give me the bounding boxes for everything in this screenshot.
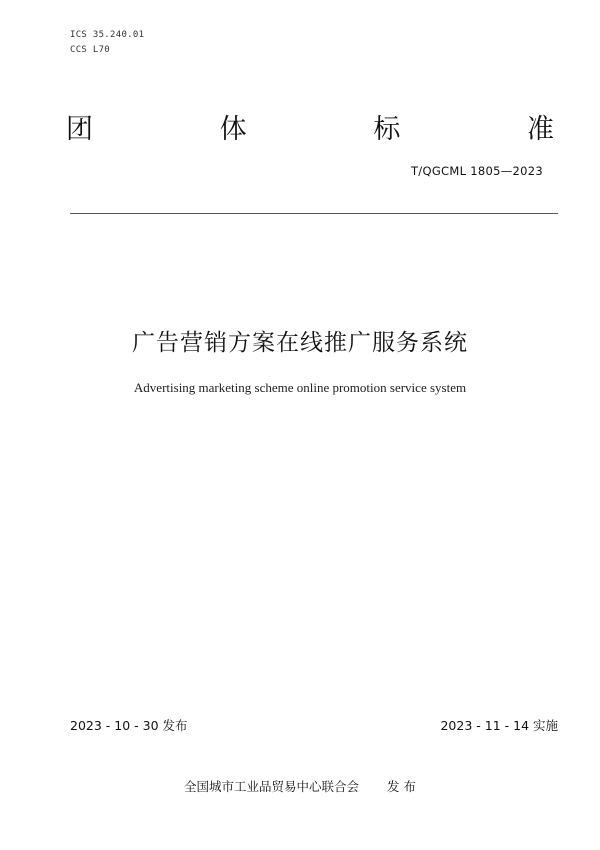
standard-number: T/QGCML 1805—2023 xyxy=(410,164,543,178)
document-title-chinese: 广告营销方案在线推广服务系统 xyxy=(132,330,468,356)
standard-type-char: 标 xyxy=(373,114,401,145)
classification-codes xyxy=(70,28,144,58)
ics-code: ICS 35.240.01 xyxy=(70,30,145,40)
publisher-action: 发 布 xyxy=(387,779,416,794)
implementation-date: 2023 - 11 - 14 实施 xyxy=(440,718,558,733)
header-divider xyxy=(70,213,558,214)
ccs-code: CCS L70 xyxy=(70,45,111,55)
standard-type-heading xyxy=(66,112,554,148)
standard-type-char: 体 xyxy=(219,114,247,145)
publisher-line xyxy=(0,777,600,795)
document-title-english: Advertising marketing scheme online promotion service system xyxy=(133,380,467,395)
standard-type-char: 团 xyxy=(66,114,93,145)
issue-date: 2023 - 10 - 30 发布 xyxy=(70,718,188,733)
standard-type-char: 准 xyxy=(526,114,554,145)
publisher-organization: 全国城市工业品贸易中心联合会 xyxy=(184,779,360,794)
